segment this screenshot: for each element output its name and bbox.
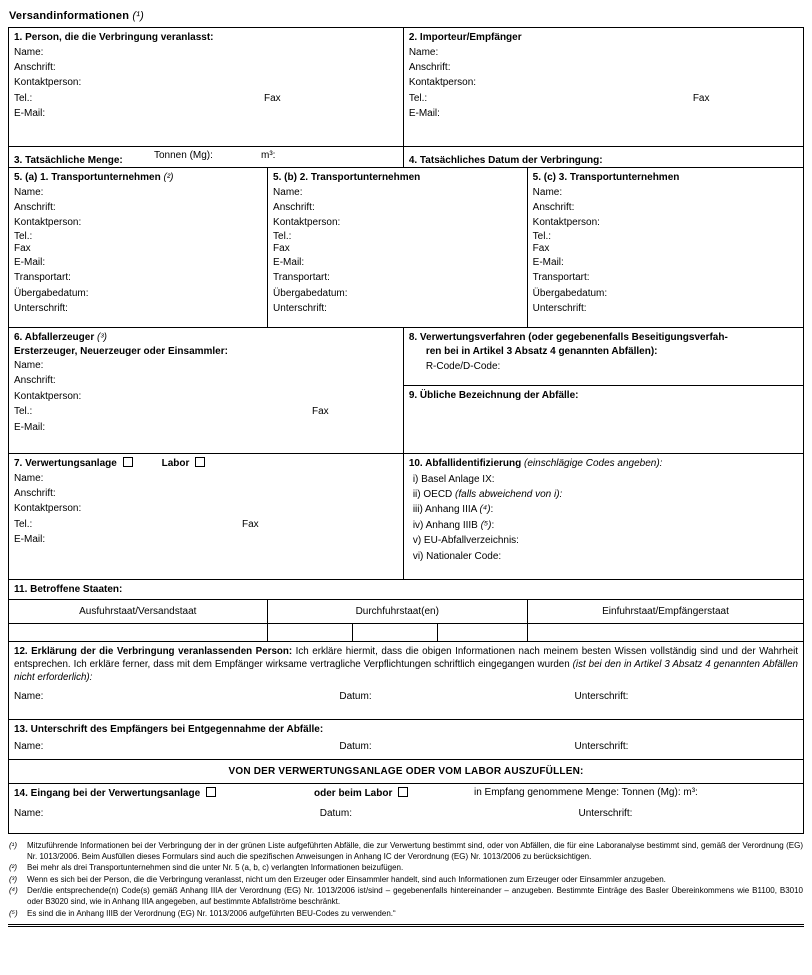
- box-5b-transport-2: [267, 168, 527, 327]
- email-label: E-Mail:: [532, 256, 564, 268]
- box-10-abfallidentifizierung: [403, 454, 803, 579]
- box-10-title-italic: (einschlägige Codes angeben):: [524, 458, 663, 469]
- box-14-signature-row: [14, 808, 798, 819]
- anschrift-label: Anschrift:: [408, 61, 451, 73]
- footnote-4: [9, 885, 803, 907]
- anschrift-label: Anschrift:: [14, 487, 56, 499]
- uebergabedatum-label: Übergabedatum:: [273, 287, 348, 299]
- staaten-entry-row: [9, 624, 803, 641]
- fax-label: Fax: [532, 242, 550, 254]
- kontaktperson-label: Kontaktperson:: [14, 217, 82, 229]
- box-2-importeur: [403, 28, 803, 146]
- fax-label: Fax: [242, 518, 259, 530]
- fax-label: Fax: [14, 242, 31, 254]
- tel-label: Tel.:: [273, 230, 292, 242]
- footnote-2-text: Bei mehr als drei Transportunternehmen sind die unter Nr. 5 (a, b, c) verlangten Informationen beizufügen.: [27, 863, 404, 872]
- name-label: Name:: [14, 472, 44, 484]
- row-menge-datum: [9, 146, 803, 167]
- box-5a-footnote-ref: (²): [163, 172, 174, 183]
- email-label: E-Mail:: [408, 108, 440, 120]
- box-3-menge: [9, 147, 403, 167]
- box-5c-title: 5. (c) 3. Transportunternehmen: [532, 172, 680, 183]
- box-13-unterschrift-empfaenger: [9, 719, 803, 759]
- row-erzeuger-verfahren: [9, 327, 803, 453]
- code-item-oecd: ii) OECD (falls abweichend von i):: [412, 488, 563, 500]
- bottom-double-rule: [8, 924, 804, 927]
- footnote-5-text: Es sind die in Anhang IIIB der Verordnung (EG) Nr. 1013/2006 aufgeführten BEU-Codes zu verwenden.“: [27, 908, 396, 918]
- footnote-3: [9, 874, 803, 885]
- name-label: Name:: [14, 186, 44, 198]
- box-8-verwertungsverfahren: [404, 328, 803, 385]
- tel-fax-line: [14, 404, 398, 419]
- fax-label: Fax: [692, 92, 710, 104]
- kontaktperson-label: Kontaktperson:: [14, 390, 82, 402]
- box-9-title: 9. Übliche Bezeichnung der Abfälle:: [408, 389, 579, 401]
- box-8-title-line2: ren bei in Artikel 3 Absatz 4 genannten Abfällen):: [425, 346, 658, 357]
- box-14-menge: in Empfang genommene Menge: Tonnen (Mg): m³:: [474, 786, 698, 798]
- footnote-2: [9, 862, 803, 873]
- anschrift-label: Anschrift:: [14, 201, 56, 213]
- tel-label: Tel.:: [408, 92, 428, 104]
- footnote-1-marker: (¹): [9, 840, 17, 850]
- box-10-items: [409, 472, 798, 564]
- uebergabedatum-label: Übergabedatum:: [14, 287, 89, 299]
- box-11-betroffene-staaten: [9, 579, 803, 641]
- transportart-label: Transportart:: [532, 272, 590, 284]
- durchfuhrstaat-entry-cell-2: [352, 624, 438, 641]
- header-ausfuhrstaat: Ausfuhrstaat/Versandstaat: [9, 600, 267, 624]
- name-label: Name:: [14, 360, 44, 371]
- name-label: Name:: [14, 690, 44, 702]
- footnote-3-text: Wenn es sich bei der Person, die die Verbringung veranlasst, nicht um den Erzeuger oder Einsammler handelt, sind auch Informationen zum Erzeuger oder Einsammler anzugeben.: [27, 874, 666, 884]
- verwertungsanlage-band: VON DER VERWERTUNGSANLAGE ODER VOM LABOR AUSZUFÜLLEN:: [9, 759, 803, 783]
- eingang-labor-checkbox[interactable]: [398, 787, 408, 797]
- transportart-label: Transportart:: [273, 272, 330, 284]
- tel-label: Tel.:: [14, 92, 33, 104]
- footnote-5-marker: (⁵): [9, 908, 18, 918]
- datum-label: Datum:: [339, 690, 372, 702]
- box-5a-title: 5. (a) 1. Transportunternehmen (²): [14, 172, 174, 183]
- box-5c-transport-3: [527, 168, 803, 327]
- box-12-text: [14, 645, 798, 684]
- kontaktperson-label: Kontaktperson:: [14, 503, 82, 515]
- header-einfuhrstaat: Einfuhrstaat/Empfängerstaat: [527, 600, 803, 624]
- box-8-9-column: [403, 328, 803, 453]
- m3-label: m³:: [261, 150, 276, 161]
- page-title-footnote-ref: (¹): [132, 10, 144, 22]
- box-7-title: 7. Verwertungsanlage: [14, 458, 117, 469]
- box-6-footnote-ref: (³): [97, 332, 107, 343]
- uebergabedatum-label: Übergabedatum:: [532, 287, 608, 299]
- box-10-title-line: [409, 457, 798, 471]
- box-6-title: 6. Abfallerzeuger (³): [14, 332, 107, 343]
- name-label: Name:: [408, 46, 439, 58]
- box-5a-transport-1: [9, 168, 267, 327]
- box-14-title: 14. Eingang bei der Verwertungsanlage: [14, 787, 314, 799]
- name-label: Name:: [14, 807, 44, 819]
- unterschrift-label: Unterschrift:: [574, 690, 629, 702]
- datum-label: Datum:: [319, 807, 352, 819]
- code-item-basel: i) Basel Anlage IX:: [412, 473, 495, 485]
- footnote-2-marker: (²): [9, 863, 17, 872]
- box-8-title-line1: 8. Verwertungsverfahren (oder gegebenenfalls Beseitigungsverfah-: [408, 332, 728, 343]
- unterschrift-label: Unterschrift:: [578, 807, 633, 819]
- box-9-bezeichnung: [404, 385, 803, 453]
- shipment-form: [8, 27, 804, 834]
- kontaktperson-label: Kontaktperson:: [408, 77, 477, 89]
- unterschrift-label: Unterschrift:: [14, 302, 68, 314]
- staaten-table: [9, 599, 803, 641]
- code-item-anhang-iiia: iii) Anhang IIIA (⁴):: [412, 504, 494, 516]
- kontaktperson-label: Kontaktperson:: [273, 217, 341, 229]
- box-14-labor: oder beim Labor: [314, 787, 474, 799]
- box-13-title: 13. Unterschrift des Empfängers bei Entgegennahme der Abfälle:: [14, 723, 324, 735]
- tel-label: Tel.:: [532, 230, 552, 242]
- verwertungsanlage-checkbox[interactable]: [123, 457, 133, 467]
- kontaktperson-label: Kontaktperson:: [532, 217, 600, 229]
- box-1-person: [9, 28, 403, 146]
- transportart-label: Transportart:: [14, 272, 71, 284]
- tel-label: Tel.:: [14, 518, 33, 530]
- kontaktperson-label: Kontaktperson:: [14, 77, 82, 89]
- tonnen-label: Tonnen (Mg):: [154, 150, 213, 161]
- box-13-signature-row: [14, 741, 798, 752]
- name-label: Name:: [14, 741, 44, 752]
- box-14-eingang: [9, 783, 803, 833]
- page-title-text: Versandinformationen: [9, 10, 130, 22]
- box-12-title: 12. Erklärung der die Verbringung veranlassenden Person:: [14, 645, 293, 657]
- footnote-3-marker: (³): [9, 874, 17, 884]
- anschrift-label: Anschrift:: [14, 61, 56, 73]
- footnote-4-text: Der/die entsprechende(n) Code(s) gemäß Anhang IIIA der Verordnung (EG) Nr. 1013/2006 ist/sind – gegebenenfalls hintereinander – anzugeben. Bestimmte Einträge des Basler Übereinkommens wie B1100, B3010 oder B3020 sind, wie in Anhang IIIA angegeben, auf bestimmte Abfallströme beschränkt.: [27, 886, 803, 906]
- code-item-eu-abfallverzeichnis: v) EU-Abfallverzeichnis:: [412, 535, 519, 547]
- footnote-4-marker: (⁴): [9, 886, 18, 895]
- box-14-title-line: [14, 787, 798, 799]
- tel-fax-line: [409, 91, 798, 106]
- email-label: E-Mail:: [14, 421, 46, 433]
- durchfuhrstaat-entry-cell-1: [267, 624, 352, 641]
- footnote-1-text: Mitzuführende Informationen bei der Verbringung der in der grünen Liste aufgeführten Abfälle, die zur Verwertung bestimmt sind, oder von Abfällen, die für eine Laboranalyse bestimmt sind, gemäß der Verordnung (EG) Nr. 1013/2006. Beim Ausfüllen dieses Formulars sind auch die spezifischen Anweisungen in Anhang IC der Verordnung (EG) Nr. 1013/2006 zu berücksichtigen.: [27, 840, 803, 861]
- labor-checkbox[interactable]: [195, 457, 205, 467]
- email-label: E-Mail:: [14, 534, 46, 546]
- email-label: E-Mail:: [14, 256, 46, 268]
- footnote-1: [9, 840, 803, 862]
- box-12-erklaerung: [9, 641, 803, 719]
- name-label: Name:: [273, 186, 303, 198]
- code-item-nationaler-code: vi) Nationaler Code:: [412, 550, 502, 562]
- tel-label: Tel.:: [14, 230, 33, 242]
- box-6-abfallerzeuger: [9, 328, 403, 453]
- header-durchfuhrstaat: Durchfuhrstaat(en): [267, 600, 527, 624]
- fax-label: Fax: [312, 406, 329, 418]
- box-7-verwertungsanlage: [9, 454, 403, 579]
- box-4-title: 4. Tatsächliches Datum der Verbringung:: [408, 155, 603, 166]
- box-1-title: 1. Person, die die Verbringung veranlasst:: [14, 32, 214, 43]
- box-10-title: 10. Abfallidentifizierung: [408, 458, 522, 469]
- anschrift-label: Anschrift:: [273, 201, 315, 213]
- row-person-importer: [9, 28, 803, 146]
- datum-label: Datum:: [339, 741, 372, 752]
- einfuhrstaat-entry-cell: [527, 624, 803, 641]
- fax-label: Fax: [264, 92, 281, 104]
- unterschrift-label: Unterschrift:: [532, 302, 587, 314]
- eingang-verwertungsanlage-checkbox[interactable]: [206, 787, 216, 797]
- ausfuhrstaat-entry-cell: [9, 624, 267, 641]
- box-12-body-italic: (ist bei den in Artikel 3 Absatz 4 genannten Abfällen nicht erforderlich):: [14, 658, 798, 683]
- labor-label: Labor: [161, 458, 190, 469]
- anschrift-label: Anschrift:: [532, 201, 575, 213]
- unterschrift-label: Unterschrift:: [574, 741, 629, 752]
- tel-label: Tel.:: [14, 406, 33, 418]
- box-7-title-line: [14, 457, 398, 471]
- footnote-5: [9, 908, 803, 919]
- footnotes: [9, 840, 803, 919]
- box-12-body: Ich erkläre hiermit, dass die obigen Informationen nach meinem besten Wissen vollständig sind und der Wahrheit entsprechen. Ich erkläre ferner, dass mit dem Empfänger wirksame vertragliche Verpflichtungen schriftlich eingegangen wurden: [14, 645, 798, 670]
- box-4-datum: [403, 147, 803, 167]
- rcode-dcode-label: R-Code/D-Code:: [425, 361, 501, 372]
- row-transport: [9, 167, 803, 327]
- box-5b-title: 5. (b) 2. Transportunternehmen: [273, 172, 421, 183]
- row-anlage-identifizierung: [9, 453, 803, 579]
- code-item-anhang-iiib: iv) Anhang IIIB (⁵):: [412, 519, 495, 531]
- tel-fax-line: [14, 91, 398, 106]
- box-3-title: 3. Tatsächliche Menge:: [14, 155, 123, 166]
- anschrift-label: Anschrift:: [14, 375, 56, 387]
- box-6-subtitle: Ersterzeuger, Neuerzeuger oder Einsammler:: [14, 345, 228, 357]
- box-2-title: 2. Importeur/Empfänger: [408, 32, 522, 43]
- unterschrift-label: Unterschrift:: [273, 302, 327, 314]
- durchfuhrstaat-entry-cell-3: [438, 624, 528, 641]
- email-label: E-Mail:: [273, 256, 305, 268]
- fax-label: Fax: [273, 242, 290, 254]
- page-title: [9, 10, 804, 22]
- box-11-title: 11. Betroffene Staaten:: [14, 584, 123, 595]
- name-label: Name:: [532, 186, 563, 198]
- tel-fax-line: [14, 517, 398, 532]
- name-label: Name:: [14, 46, 44, 58]
- box-12-signature-row: [14, 691, 798, 702]
- email-label: E-Mail:: [14, 108, 46, 120]
- staaten-header-row: [9, 600, 803, 624]
